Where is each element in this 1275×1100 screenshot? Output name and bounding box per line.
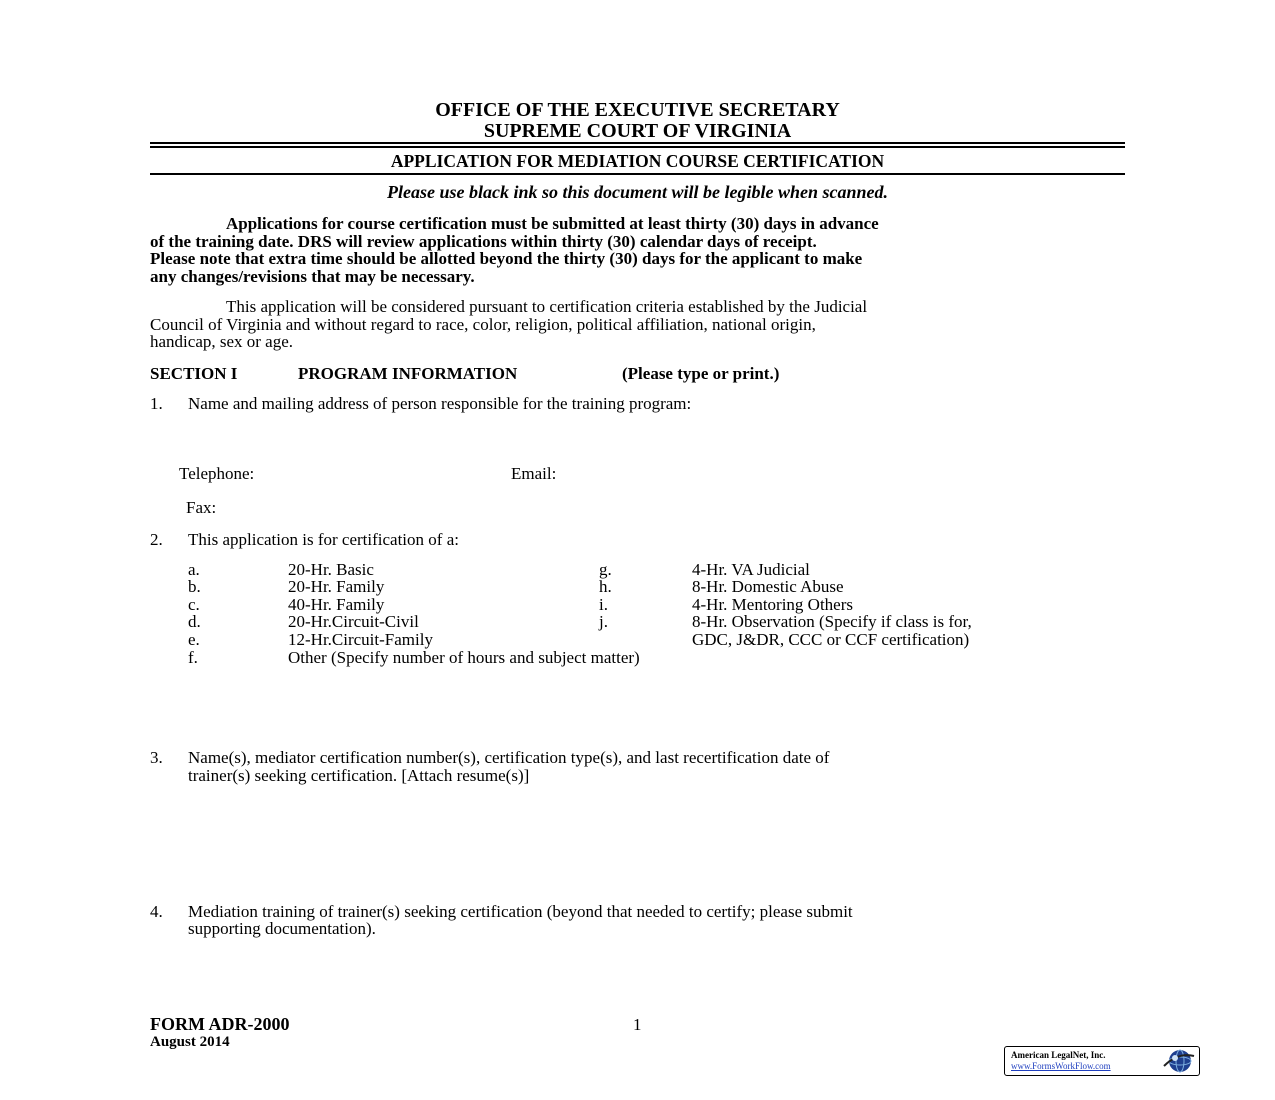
section-label: SECTION I [150, 364, 238, 383]
intro-plain-line: This application will be considered pursuant to certification criteria established by the Judicial [226, 297, 868, 316]
logo-company: American LegalNet, Inc. [1011, 1050, 1106, 1060]
option-letter: j. [599, 612, 608, 631]
intro-bold-line: Applications for course certification must be submitted at least thirty (30) days in advance [226, 214, 879, 233]
header-rule-top [150, 142, 1125, 144]
form-id: FORM ADR-2000 [150, 1014, 290, 1034]
intro-bold-line: of the training date. DRS will review applications within thirty (30) calendar days of receipt. [150, 231, 817, 251]
intro-bold-line: Please note that extra time should be allotted beyond the thirty (30) days for the applicant to make [150, 249, 863, 268]
q2-text: This application is for certification of a: [188, 530, 459, 549]
q1-number: 1. [150, 394, 163, 413]
form-title: APPLICATION FOR MEDIATION COURSE CERTIFICATION [390, 151, 885, 171]
globe-icon [1160, 1048, 1196, 1074]
section-note: (Please type or print.) [622, 364, 780, 383]
option-letter: c. [188, 595, 200, 614]
q1-text: Name and mailing address of person responsible for the training program: [188, 394, 692, 413]
email-label: Email: [511, 464, 557, 483]
q2-number: 2. [150, 530, 163, 549]
option-label: 4-Hr. Mentoring Others [692, 595, 854, 614]
q3-number: 3. [150, 748, 163, 767]
option-label: Other (Specify number of hours and subject matter) [288, 648, 640, 667]
page-number: 1 [633, 1015, 642, 1034]
option-label: 20-Hr.Circuit-Civil [288, 612, 419, 631]
option-letter: a. [188, 560, 200, 579]
telephone-label: Telephone: [179, 464, 255, 483]
q4-line: supporting documentation). [188, 919, 376, 938]
q3-line: Name(s), mediator certification number(s), certification type(s), and last recertification date of [188, 748, 830, 767]
option-label: 20-Hr. Family [288, 577, 385, 596]
option-label: GDC, J&DR, CCC or CCF certification) [692, 630, 970, 649]
intro-bold-paragraph [150, 215, 1125, 285]
intro-bold-line: any changes/revisions that may be necessary. [150, 266, 475, 286]
q4-number: 4. [150, 902, 163, 921]
fax-label: Fax: [186, 498, 217, 517]
option-letter: e. [188, 630, 200, 649]
ink-notice: Please use black ink so this document will be legible when scanned. [386, 182, 888, 202]
logo-url-link[interactable]: www.FormsWorkFlow.com [1011, 1061, 1111, 1071]
option-letter: g. [599, 560, 612, 579]
option-letter: f. [188, 648, 198, 667]
form-date: August 2014 [150, 1034, 230, 1050]
intro-plain-paragraph [150, 298, 1125, 351]
intro-plain-line: Council of Virginia and without regard to race, color, religion, political affiliation, national origin, [150, 314, 816, 334]
option-letter: b. [188, 577, 201, 596]
court-title: SUPREME COURT OF VIRGINIA [483, 120, 792, 142]
option-label: 8-Hr. Observation (Specify if class is for, [692, 612, 972, 631]
q4-line: Mediation training of trainer(s) seeking certification (beyond that needed to certify; please submit [188, 902, 853, 921]
intro-plain-line: handicap, sex or age. [150, 332, 294, 351]
option-letter: d. [188, 612, 201, 631]
option-label: 40-Hr. Family [288, 595, 385, 614]
q3-line: trainer(s) seeking certification. [Attach resume(s)] [188, 766, 530, 785]
section-title: PROGRAM INFORMATION [298, 364, 518, 383]
americanlegalnet-logo[interactable] [1004, 1046, 1200, 1076]
option-label: 12-Hr.Circuit-Family [288, 630, 433, 649]
option-label: 4-Hr. VA Judicial [692, 560, 810, 579]
header-rule-bottom [150, 146, 1125, 148]
option-letter: i. [599, 595, 608, 614]
title-rule [150, 173, 1125, 175]
office-title: OFFICE OF THE EXECUTIVE SECRETARY [435, 99, 840, 121]
option-label: 8-Hr. Domestic Abuse [692, 577, 844, 596]
option-letter: h. [599, 577, 612, 596]
option-label: 20-Hr. Basic [288, 560, 374, 579]
